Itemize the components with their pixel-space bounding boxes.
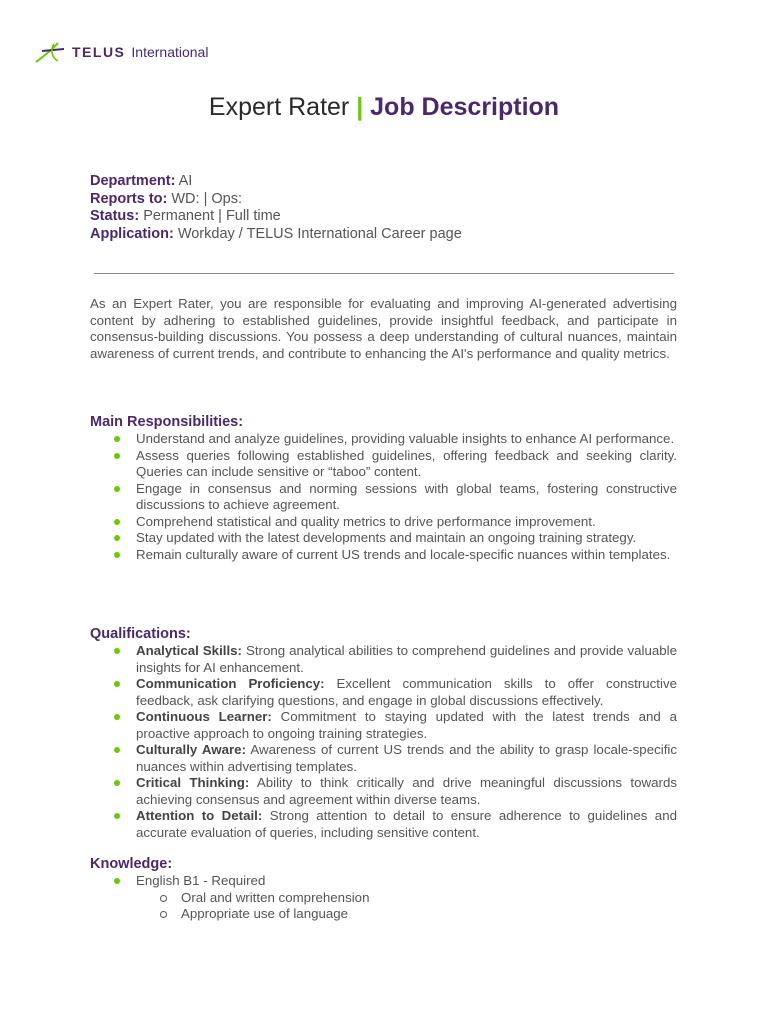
qualifications-section [90, 626, 677, 841]
list-item: Critical Thinking: Ability to think critically and drive meaningful discussions towards achieving consensus and agreement within diverse teams. [90, 775, 677, 808]
knowledge-sublist [90, 890, 677, 923]
telus-leaf-icon [34, 40, 68, 64]
page-title [0, 93, 768, 122]
job-meta [90, 173, 462, 243]
meta-department: Department: AI [90, 173, 193, 189]
brand-name: TELUS [72, 44, 126, 60]
list-item: Continuous Learner: Commitment to staying updated with the latest trends and a proactive approach to ongoing training strategies. [90, 709, 677, 742]
meta-status: Status: Permanent | Full time [90, 208, 281, 224]
qualifications-heading: Qualifications: [90, 626, 191, 642]
list-item: Comprehend statistical and quality metrics to drive performance improvement. [90, 514, 677, 531]
list-item: Culturally Aware: Awareness of current US trends and the ability to grasp locale-specific nuances within advertising templates. [90, 742, 677, 775]
list-item: Analytical Skills: Strong analytical abilities to comprehend guidelines and provide valuable insights for AI enhancement. [90, 643, 677, 676]
responsibilities-section [90, 414, 677, 563]
list-item: Communication Proficiency: Excellent communication skills to offer constructive feedback, ask clarifying questions, and engage in global discussions effectively. [90, 676, 677, 709]
list-item: English B1 - Required [90, 873, 677, 890]
knowledge-heading: Knowledge: [90, 856, 173, 872]
responsibilities-list [90, 431, 677, 563]
list-item: Assess queries following established guidelines, offering feedback and seeking clarity. Queries can include sensitive or “taboo” content. [90, 448, 677, 481]
knowledge-list [90, 873, 677, 890]
title-part1: Expert Rater [208, 93, 350, 121]
list-item: Remain culturally aware of current US trends and locale-specific nuances within templates. [90, 547, 677, 564]
responsibilities-heading: Main Responsibilities: [90, 414, 244, 430]
list-item: Understand and analyze guidelines, providing valuable insights to enhance AI performance. [90, 431, 677, 448]
list-item: Stay updated with the latest developments and maintain an ongoing training strategy. [90, 530, 677, 547]
meta-reports-to: Reports to: WD: | Ops: [90, 190, 243, 207]
title-part2: Job Description [370, 93, 560, 121]
list-item: Engage in consensus and norming sessions with global teams, fostering constructive discussions to achieve agreement. [90, 481, 677, 514]
list-item: Attention to Detail: Strong attention to detail to ensure adherence to guidelines and accurate evaluation of queries, including sensitive content. [90, 808, 677, 841]
title-separator: | [356, 93, 364, 121]
knowledge-section [90, 856, 677, 923]
list-item: Appropriate use of language [90, 906, 677, 923]
meta-application: Application: Workday / TELUS International Career page [90, 225, 462, 242]
list-item: Oral and written comprehension [90, 890, 677, 907]
intro-paragraph: As an Expert Rater, you are responsible for evaluating and improving AI-generated advertising content by adhering to established guidelines, provide insightful feedback, and participate in consensus-building discussions. You possess a deep understanding of cultural nuances, maintain awareness of current trends, and contribute to enhancing the AI's performance and quality metrics. [90, 296, 677, 361]
qualifications-list [90, 643, 677, 841]
brand-subtitle: International [131, 44, 209, 60]
telus-logo [34, 40, 208, 64]
divider [94, 273, 674, 274]
